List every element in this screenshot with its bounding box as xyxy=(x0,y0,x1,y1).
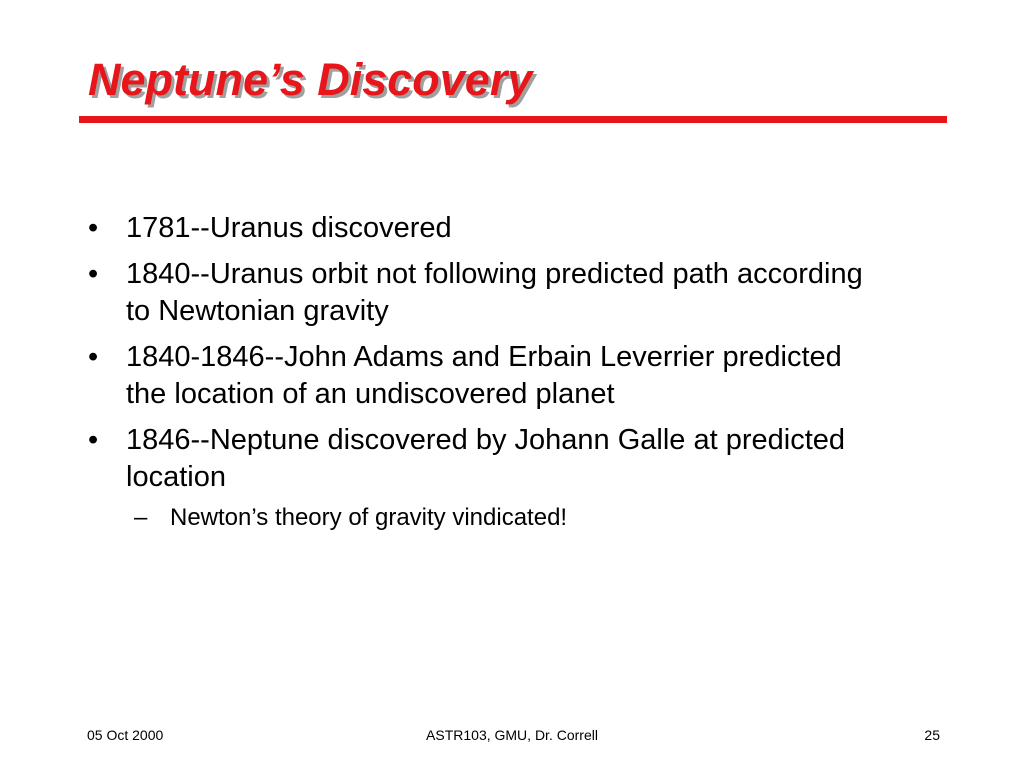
bullet-marker: • xyxy=(88,424,99,456)
footer-page-number: 25 xyxy=(924,727,940,743)
bullet-item xyxy=(88,339,888,413)
sub-bullet-marker: – xyxy=(134,504,148,531)
slide-title: Neptune’s Discovery xyxy=(88,54,533,105)
sub-bullet-list xyxy=(126,502,888,534)
sub-bullet-text: Newton’s theory of gravity vindicated! xyxy=(170,504,568,531)
bullet-text: 1846--Neptune discovered by Johann Galle at predicted location xyxy=(126,424,846,493)
title-underline xyxy=(79,116,947,123)
sub-bullet-item xyxy=(126,502,888,534)
bullet-marker: • xyxy=(88,341,99,373)
bullet-list xyxy=(88,210,888,543)
bullet-text: 1840--Uranus orbit not following predicted path according to Newtonian gravity xyxy=(126,258,863,327)
bullet-text: 1781--Uranus discovered xyxy=(126,212,452,244)
footer-date: 05 Oct 2000 xyxy=(87,727,164,743)
bullet-text: 1840-1846--John Adams and Erbain Leverrier predicted the location of an undiscovered planet xyxy=(126,341,842,410)
bullet-item xyxy=(88,256,888,330)
bullet-marker: • xyxy=(88,212,99,244)
footer-course: ASTR103, GMU, Dr. Correll xyxy=(426,727,598,743)
bullet-item xyxy=(88,210,888,247)
bullet-item xyxy=(88,422,888,534)
bullet-marker: • xyxy=(88,258,99,290)
